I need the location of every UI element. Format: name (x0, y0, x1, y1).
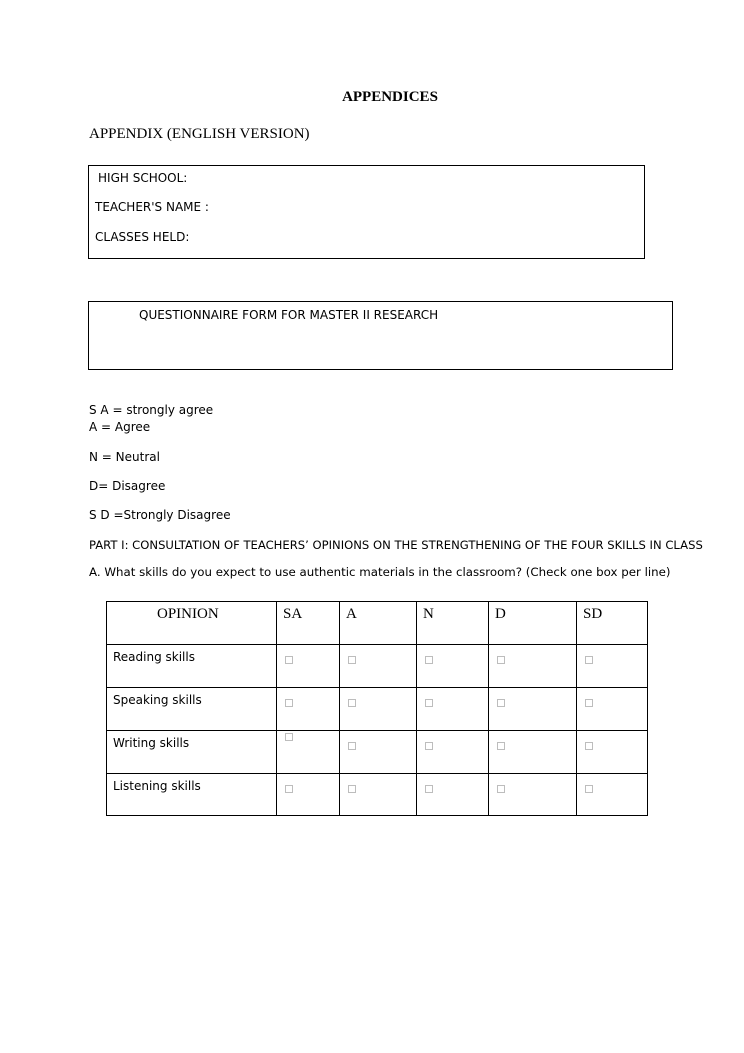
legend-a: A = Agree (89, 420, 151, 434)
row-label-listening: Listening skills (107, 774, 277, 816)
header-a: A (340, 602, 417, 645)
legend-sa: S A = strongly agree (89, 403, 214, 417)
checkbox-writing-sa[interactable] (285, 733, 293, 741)
teacher-info-box (88, 165, 645, 259)
legend-n: N = Neutral (89, 450, 160, 464)
high-school-label: HIGH SCHOOL: (98, 171, 188, 185)
questionnaire-box (88, 301, 673, 370)
appendix-subtitle: APPENDIX (ENGLISH VERSION) (89, 126, 310, 142)
checkbox-speaking-sa[interactable] (285, 699, 293, 707)
checkbox-writing-d[interactable] (497, 742, 505, 750)
questionnaire-title: QUESTIONNAIRE FORM FOR MASTER II RESEARCH (139, 308, 439, 322)
checkbox-speaking-a[interactable] (348, 699, 356, 707)
header-d: D (489, 602, 577, 645)
checkbox-speaking-d[interactable] (497, 699, 505, 707)
checkbox-writing-n[interactable] (425, 742, 433, 750)
header-sa: SA (277, 602, 340, 645)
checkbox-reading-a[interactable] (348, 656, 356, 664)
row-label-speaking: Speaking skills (107, 688, 277, 731)
checkbox-listening-sa[interactable] (285, 785, 293, 793)
checkbox-reading-d[interactable] (497, 656, 505, 664)
checkbox-listening-n[interactable] (425, 785, 433, 793)
header-sd: SD (577, 602, 648, 645)
part-heading: PART I: CONSULTATION OF TEACHERS’ OPINIONS ON THE STRENGTHENING OF THE FOUR SKILLS IN CLASS (89, 538, 703, 552)
checkbox-speaking-sd[interactable] (585, 699, 593, 707)
table-header-row (107, 602, 648, 645)
checkbox-writing-sd[interactable] (585, 742, 593, 750)
table-row (107, 774, 648, 816)
opinion-table (106, 601, 648, 816)
checkbox-listening-sd[interactable] (585, 785, 593, 793)
checkbox-listening-a[interactable] (348, 785, 356, 793)
header-opinion: OPINION (107, 602, 277, 645)
page-title: APPENDICES (342, 89, 438, 105)
checkbox-speaking-n[interactable] (425, 699, 433, 707)
table-row (107, 688, 648, 731)
row-label-writing: Writing skills (107, 731, 277, 774)
checkbox-listening-d[interactable] (497, 785, 505, 793)
row-label-reading: Reading skills (107, 645, 277, 688)
checkbox-writing-a[interactable] (348, 742, 356, 750)
header-n: N (417, 602, 489, 645)
legend-d: D= Disagree (89, 479, 166, 493)
checkbox-reading-sd[interactable] (585, 656, 593, 664)
table-row (107, 731, 648, 774)
checkbox-reading-sa[interactable] (285, 656, 293, 664)
question-a: A. What skills do you expect to use authentic materials in the classroom? (Check one box per line) (89, 565, 671, 579)
classes-held-label: CLASSES HELD: (95, 230, 190, 244)
checkbox-reading-n[interactable] (425, 656, 433, 664)
table-row (107, 645, 648, 688)
legend-sd: S D =Strongly Disagree (89, 508, 231, 522)
teacher-name-label: TEACHER'S NAME : (95, 200, 209, 214)
